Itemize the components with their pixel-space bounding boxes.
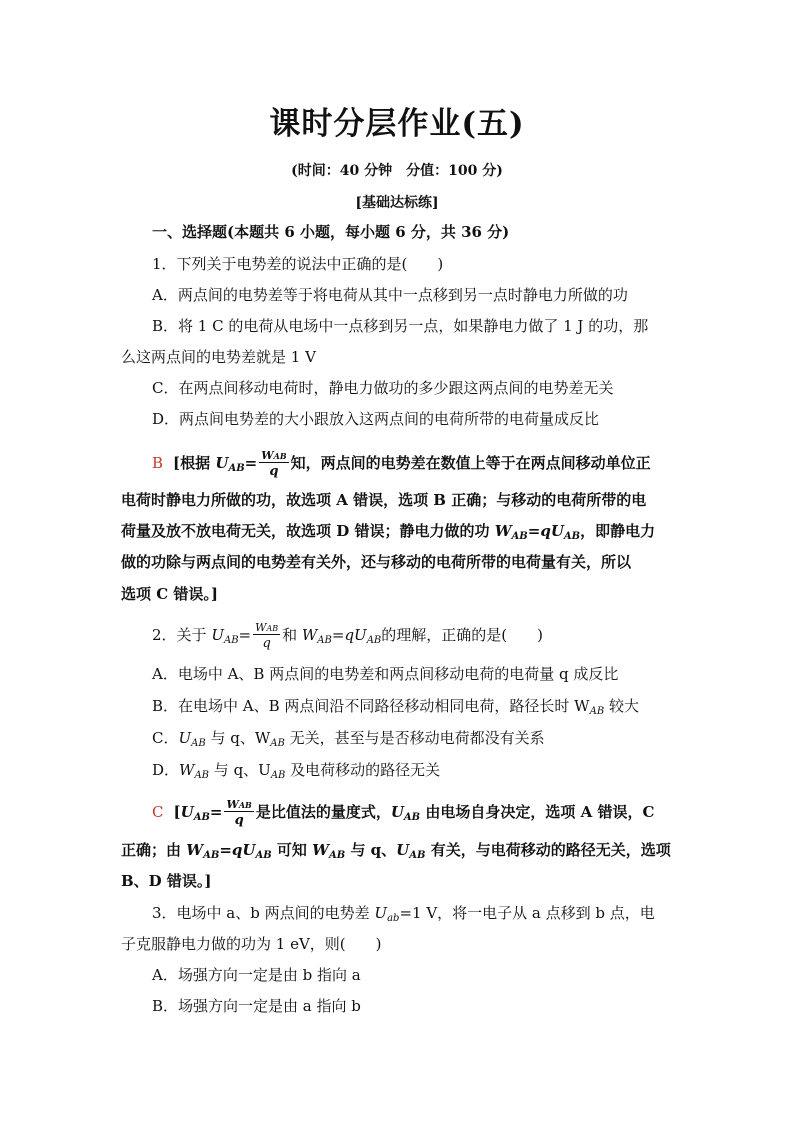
formula-fraction: $\frac{\text{WAB}}{q}$ bbox=[255, 621, 279, 651]
q2-option-b: B．在电场中 A、B 两点间沿不同路径移动相同电荷，路径长时 $W_{AB}$ 较大 bbox=[152, 697, 639, 717]
q3-option-a: A．场强方向一定是由 b 指向 a bbox=[152, 966, 361, 984]
q2-option-a: A．电场中 A、B 两点间的电势差和两点间移动电荷的电荷量 q 成反比 bbox=[152, 665, 619, 683]
q1-explanation-line4: 做的功除与两点间的电势差有关外，还与移动的电荷所带的电荷量有关，所以 bbox=[121, 553, 632, 571]
formula-fraction: $\frac{\text{WAB}}{q}$ bbox=[226, 798, 252, 828]
q2-answer-letter: C bbox=[152, 803, 164, 821]
page-title: 课时分层作业(五) bbox=[269, 106, 525, 142]
q2-explanation-line1: C [$U_{AB}=$ $\frac{\text{WAB}}{q}$ 是比值法的量度式，$U_{AB}$ 由电场自身决定，选项 A 错误，C bbox=[152, 798, 655, 828]
q1-stem: 1．下列关于电势差的说法中正确的是( ) bbox=[152, 255, 444, 273]
q1-option-c: C．在两点间移动电荷时，静电力做功的多少跟这两点间的电势差无关 bbox=[152, 379, 614, 397]
q1-explanation-line1: B [根据 $U_{AB}=$ $\frac{\text{WAB}}{q}$ 知，两点间的电势差在数值上等于在两点间移动单位正 bbox=[152, 449, 651, 479]
formula-fraction: $\frac{\text{WAB}}{q}$ bbox=[261, 449, 287, 479]
section-heading: [基础达标练] bbox=[355, 195, 439, 211]
q2-stem: 2．关于 $U_{AB}=$ $\frac{\text{WAB}}{q}$ 和 $W_{AB}=qU_{AB}$的理解，正确的是( ) bbox=[152, 621, 543, 651]
q1-explanation-line3: 荷量及放不放电荷无关，故选项 D 错误；静电力做的功 $W_{AB}=qU_{AB}$，即静电力 bbox=[121, 522, 656, 542]
q1-answer-letter: B bbox=[152, 454, 164, 472]
q1-explanation-line2: 电荷时静电力所做的功，故选项 A 错误，选项 B 正确；与移动的电荷所带的电 bbox=[121, 491, 647, 509]
q1-option-b-line2: 么这两点间的电势差就是 1 V bbox=[121, 348, 316, 366]
q3-stem-line2: 子克服静电力做的功为 1 eV，则( ) bbox=[121, 935, 382, 953]
part-heading: 一、选择题(本题共 6 小题，每小题 6 分，共 36 分) bbox=[152, 223, 510, 241]
q2-option-d: D．$W_{AB}$ 与 q、$U_{AB}$ 及电荷移动的路径无关 bbox=[152, 761, 441, 781]
q2-explanation-line2: 正确；由 $W_{AB}=qU_{AB}$ 可知 $W_{AB}$ 与 q、$U_{AB}$ 有关，与电荷移动的路径无关，选项 bbox=[121, 841, 671, 861]
q1-option-d: D．两点间电势差的大小跟放入这两点间的电荷所带的电荷量成反比 bbox=[152, 410, 600, 428]
q1-option-a: A．两点间的电势差等于将电荷从其中一点移到另一点时静电力所做的功 bbox=[152, 286, 628, 304]
q2-option-c: C．$U_{AB}$ 与 q、$W_{AB}$ 无关，甚至与是否移动电荷都没有关系 bbox=[152, 729, 545, 749]
q1-option-b-line1: B．将 1 C 的电荷从电场中一点移到另一点，如果静电力做了 1 J 的功，那 bbox=[152, 317, 649, 335]
q1-explanation-line5: 选项 C 错误。] bbox=[121, 585, 218, 603]
q2-explanation-line3: B、D 错误。] bbox=[121, 872, 212, 890]
q3-option-b: B．场强方向一定是由 a 指向 b bbox=[152, 997, 361, 1015]
q3-stem-line1: 3．电场中 a、b 两点间的电势差 $U_{ab}=1$ V，将一电子从 a 点移到 b 点，电 bbox=[152, 904, 655, 924]
time-score-info: (时间：40 分钟 分值：100 分) bbox=[291, 163, 503, 179]
